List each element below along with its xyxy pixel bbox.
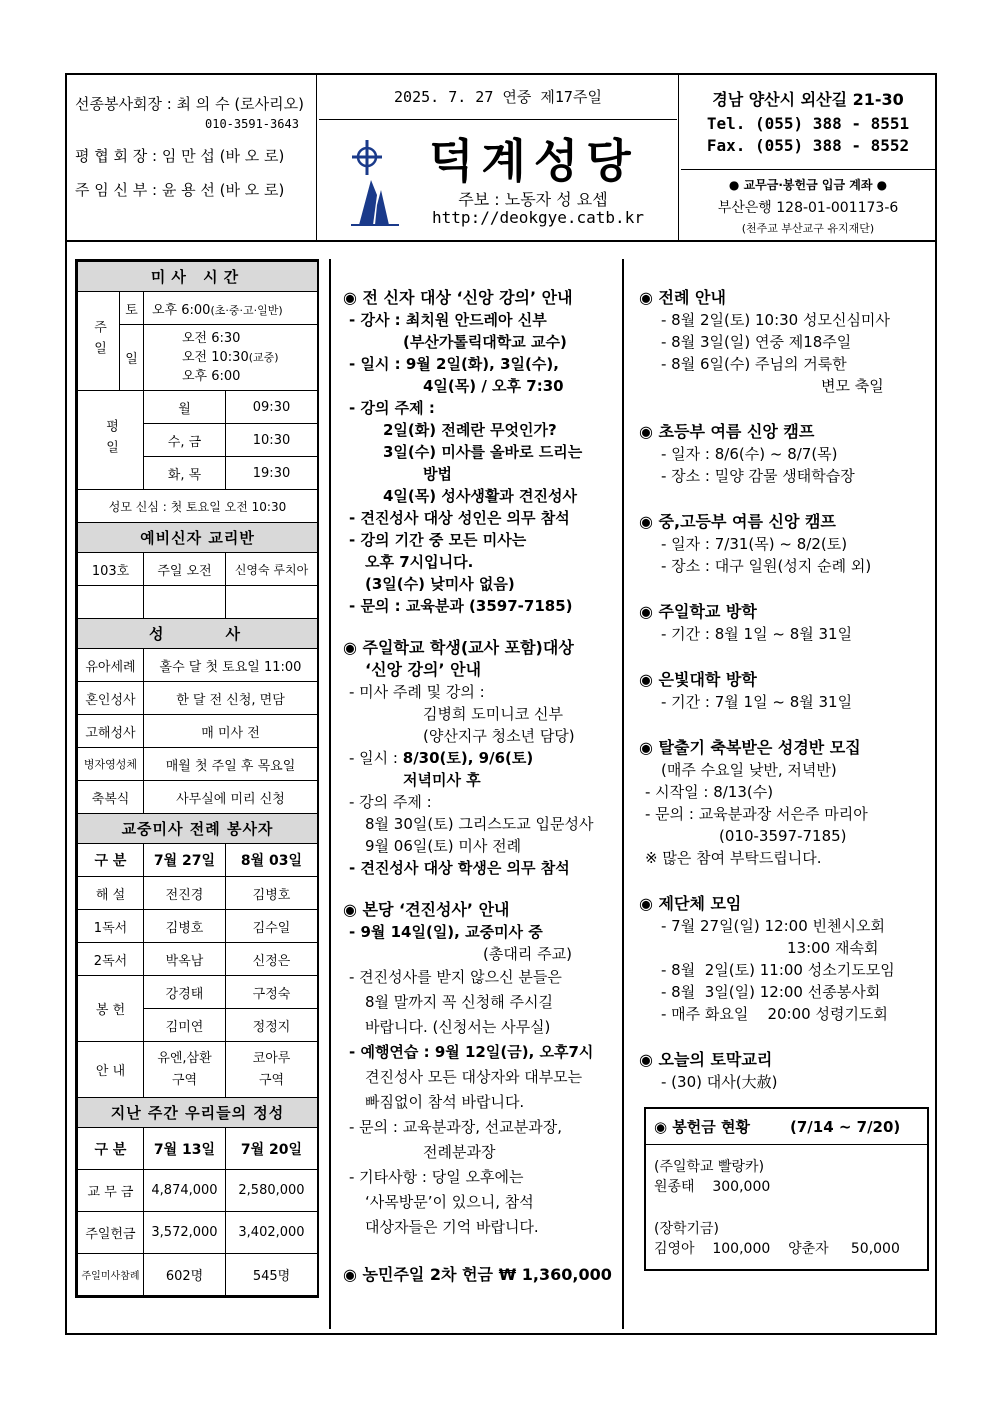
notice-line: - 장소 : 밀양 감물 생태학습장	[661, 467, 855, 485]
notice-line: - 문의 : 교육분과장 서은주 마리아	[645, 805, 868, 823]
server-role: 해 설	[78, 877, 144, 910]
catechumen-teacher: 신영숙 루치아	[226, 553, 318, 586]
notice-line: 13:00 재속회	[787, 939, 879, 957]
notice-line: (총대리 주교)	[483, 945, 572, 963]
schedule-table	[77, 261, 318, 1296]
sacrament-name: 병자영성체	[78, 748, 144, 781]
notice-line: 9월 06일(토) 미사 전례	[365, 837, 522, 855]
notice-line: - 7월 27일(일) 12:00 빈첸시오회	[661, 917, 885, 935]
usher-area: 유엔,삼환	[157, 1050, 212, 1066]
weekday-time: 19:30	[226, 457, 318, 490]
server-role: 안 내	[78, 1042, 144, 1098]
notice-line: - 문의 : 교육분과 (3597-7185)	[349, 597, 573, 615]
usher-cell-1	[144, 1042, 226, 1098]
sunday-time-2-row	[182, 348, 317, 367]
priest-name: 윤 용 선 (바 오 로)	[161, 181, 285, 199]
server-name: 김병호	[226, 877, 318, 910]
website-link[interactable]: http://deokgye.catb.kr	[432, 208, 644, 227]
catechumen-room: 103호	[78, 553, 144, 586]
notices-column-right	[624, 259, 929, 1329]
account-title: ● 교무금·봉헌금 입금 계좌 ●	[728, 178, 888, 192]
church-address: 경남 양산시 외산길 21-30	[712, 90, 904, 109]
notice-line: - 기간 : 7월 1일 ~ 8월 31일	[661, 693, 853, 711]
notice-line: 대상자들은 기억 바랍니다.	[365, 1218, 539, 1236]
saturday-note: (초·중·고·일반)	[210, 303, 283, 317]
notice-line: - 매주 화요일 20:00 성령기도회	[661, 1005, 888, 1023]
weekday-day: 화, 목	[144, 457, 226, 490]
notice-line: 8월 30일(토) 그리스도교 입문성사	[365, 815, 594, 833]
notice-line: - 강의 주제 :	[349, 793, 432, 811]
weekday-day: 수, 금	[144, 424, 226, 457]
offering-header	[646, 1109, 927, 1145]
fax: Fax. (055) 388 - 8552	[706, 136, 910, 155]
silver-college-vacation-notice	[639, 669, 929, 713]
sunday-school-vacation-notice	[639, 601, 929, 645]
notice-line: - 8월 2일(토) 10:30 성모신심미사	[661, 311, 890, 329]
notice-line: 2일(화) 전례란 무엇인가?	[383, 421, 557, 439]
header-contact	[681, 75, 935, 240]
donation-category: 교 무 금	[78, 1170, 144, 1212]
bulletin-frame	[65, 73, 937, 1335]
sacrament-desc: 매월 첫 주일 후 목요일	[144, 748, 318, 781]
notice-line: (매주 수요일 낮반, 저녁반)	[661, 761, 837, 779]
notice-line-label: - 일시 :	[349, 749, 403, 767]
notice-line: - 기간 : 8월 1일 ~ 8월 31일	[661, 625, 853, 643]
notice-line-value: 8/30(토), 9/6(토)	[402, 749, 534, 767]
notice-line: - 일자 : 7/31(목) ~ 8/2(토)	[661, 535, 848, 553]
usher-area-suffix: 구역	[171, 1072, 198, 1088]
sacrament-name: 축복식	[78, 781, 144, 814]
weekday-time: 09:30	[226, 391, 318, 424]
council-row	[75, 145, 316, 167]
servers-date-2: 8월 03일	[226, 844, 318, 877]
notice-line: - 강의 주제 :	[349, 399, 435, 417]
server-role: 1독서	[78, 910, 144, 943]
sunday-note: (교중)	[248, 351, 279, 364]
notice-line: - 일시 : 9월 2일(화), 3일(수),	[349, 355, 559, 373]
notice-line: 바랍니다. (신청서는 사무실)	[365, 1018, 551, 1036]
servers-col-label: 구 분	[78, 844, 144, 877]
sunday-time-3: 오후 6:00	[182, 369, 241, 384]
notice-line: - 8월 6일(수) 주님의 거룩한	[661, 355, 847, 373]
sacrament-desc: 홀수 달 첫 토요일 11:00	[144, 649, 318, 682]
notice-title: ◉ 탈출기 축복받은 성경반 모집	[639, 738, 861, 757]
header-title-block	[319, 75, 679, 240]
weekday-day: 월	[144, 391, 226, 424]
donation-value: 3,402,000	[226, 1212, 318, 1254]
catechism-notice	[639, 1049, 929, 1093]
notice-line	[343, 747, 622, 769]
server-name: 김미연	[144, 1009, 226, 1042]
server-name: 김병호	[144, 910, 226, 943]
sunday-time-1: 오전 6:30	[182, 331, 241, 346]
sacraments-heading: 성 사	[78, 619, 318, 649]
president-phone: 010-3591-3643	[205, 117, 299, 131]
empty-cell	[226, 586, 318, 619]
weekday-label: 평일	[78, 391, 144, 490]
sacrament-desc: 사무실에 미리 신청	[144, 781, 318, 814]
notice-line: (부산가톨릭대학교 교수)	[403, 333, 567, 351]
sacrament-desc: 매 미사 전	[144, 715, 318, 748]
notice-line: 8월 말까지 꼭 신청해 주시길	[365, 993, 554, 1011]
weekday-time: 10:30	[226, 424, 318, 457]
notice-line: 3일(수) 미사를 올바로 드리는	[383, 443, 583, 461]
notice-title: ◉ 주일학교 학생(교사 포함)대상	[343, 638, 574, 657]
mass-times-heading: 미사 시간	[78, 262, 318, 292]
offering-status-box	[644, 1107, 929, 1271]
notice-line: - 9월 14일(일), 교중미사 중	[349, 923, 543, 941]
notice-line: - 강사 : 최치원 안드레아 신부	[349, 311, 547, 329]
offering-body	[646, 1145, 927, 1269]
server-name: 정정지	[226, 1009, 318, 1042]
notices-column-center	[329, 259, 624, 1329]
notice-line: 오후 7시입니다.	[365, 553, 474, 571]
offering-category: (장학기금)	[654, 1221, 720, 1237]
notice-line: 빠짐없이 참석 바랍니다.	[365, 1093, 525, 1111]
catechumen-heading: 예비신자 교리반	[78, 523, 318, 553]
donation-value: 3,572,000	[144, 1212, 226, 1254]
notice-title: ◉ 본당 ‘견진성사’ 안내	[343, 900, 510, 919]
first-saturday-mass: 성모 신심 : 첫 토요일 오전 10:30	[78, 490, 318, 523]
notice-line: 4일(목) 성사생활과 견진성사	[383, 487, 577, 505]
notice-line: 4일(목) / 오후 7:30	[423, 377, 564, 395]
notice-line: ‘사목방문’이 있으니, 참석	[365, 1193, 534, 1211]
notice-line: - 강의 기간 중 모든 미사는	[349, 531, 527, 549]
account-owner: (천주교 부산교구 유지재단)	[741, 222, 875, 235]
bible-class-notice	[639, 737, 929, 869]
telephone: Tel. (055) 388 - 8551	[706, 114, 910, 133]
president-label: 선종봉사회장 :	[75, 95, 172, 113]
notice-line: 전례분과장	[423, 1143, 496, 1161]
notice-line: - 8월 3일(일) 연중 제18주일	[661, 333, 852, 351]
liturgy-notice	[639, 287, 929, 397]
server-name: 박옥남	[144, 943, 226, 976]
notice-line: (양산지구 청소년 담당)	[423, 727, 575, 745]
donation-value: 602명	[144, 1254, 226, 1296]
notice-title: ◉ 농민주일 2차 헌금 ₩ 1,360,000	[343, 1265, 612, 1284]
server-name: 전진경	[144, 877, 226, 910]
council-label: 평 협 회 장 :	[75, 147, 158, 165]
server-name: 구정숙	[226, 976, 318, 1009]
president-name: 최 의 수 (로사리오)	[176, 95, 304, 113]
faith-lecture-notice	[343, 287, 622, 617]
sunday-times-cell	[144, 325, 318, 391]
notice-line: (010-3597-7185)	[719, 827, 847, 845]
notice-line: - 미사 주례 및 강의 :	[349, 683, 485, 701]
empty-cell	[144, 586, 226, 619]
notice-line: - 기타사항 : 당일 오후에는	[349, 1168, 524, 1186]
empty-cell	[78, 586, 144, 619]
server-name: 강경태	[144, 976, 226, 1009]
sacrament-desc: 한 달 전 신청, 면담	[144, 682, 318, 715]
notice-line: - 8월 2일(토) 11:00 성소기도모임	[661, 961, 895, 979]
priest-label: 주 임 신 부 :	[75, 181, 158, 199]
usher-area-suffix: 구역	[258, 1072, 285, 1088]
notice-line: 저녁미사 후	[403, 771, 481, 789]
council-name: 임 만 섭 (바 오 로)	[161, 147, 285, 165]
president-row	[75, 93, 316, 115]
notice-line: - 견진성사 대상 학생은 의무 참석	[349, 859, 570, 877]
offering-category: (주일학교 빨랑카)	[654, 1159, 765, 1175]
bank-account-block	[681, 169, 935, 240]
donations-heading: 지난 주간 우리들의 정성	[78, 1098, 318, 1128]
servers-date-1: 7월 27일	[144, 844, 226, 877]
offering-title: ◉ 봉헌금 현황	[654, 1118, 750, 1136]
sidebar	[75, 259, 319, 1298]
account-number: 부산은행 128-01-001173-6	[717, 200, 899, 216]
notice-line: - 문의 : 교육분과장, 선교분과장,	[349, 1118, 562, 1136]
notice-line: 김병희 도미니코 신부	[423, 705, 563, 723]
server-role: 봉 헌	[78, 976, 144, 1042]
notice-line: 변모 축일	[821, 377, 884, 395]
notice-line: - (30) 대사(大赦)	[661, 1073, 778, 1091]
offering-period: (7/14 ~ 7/20)	[789, 1118, 901, 1136]
sacrament-name: 유아세례	[78, 649, 144, 682]
server-role: 2독서	[78, 943, 144, 976]
notice-line: - 예행연습 : 9월 12일(금), 오후7시	[349, 1043, 594, 1061]
notice-line: 견진성사 모든 대상자와 대부모는	[365, 1068, 583, 1086]
notice-line: ※ 많은 참여 부탁드립니다.	[645, 849, 822, 867]
server-name: 신정은	[226, 943, 318, 976]
confirmation-notice	[343, 899, 622, 1240]
sunday-label: 주일	[78, 292, 120, 391]
header-officers	[67, 75, 317, 240]
elementary-camp-notice	[639, 421, 929, 487]
usher-area: 코아루	[252, 1050, 291, 1066]
donation-category: 주일헌금	[78, 1212, 144, 1254]
youth-camp-notice	[639, 511, 929, 577]
donations-date-2: 7월 20일	[226, 1128, 318, 1170]
notice-title: ‘신앙 강의’ 안내	[365, 660, 482, 679]
server-name: 김수일	[226, 910, 318, 943]
church-name: 덕계성당	[429, 134, 639, 188]
notice-line: - 장소 : 대구 일원(성지 순례 외)	[661, 557, 872, 575]
notice-title: ◉ 은빛대학 방학	[639, 670, 757, 689]
patron-saint: 주보 : 노동자 성 요셉	[458, 190, 608, 209]
notice-title: ◉ 주일학교 방학	[639, 602, 757, 621]
catechumen-time: 주일 오전	[144, 553, 226, 586]
notice-title: ◉ 오늘의 토막교리	[639, 1050, 773, 1069]
priest-row	[75, 179, 316, 201]
donation-value: 4,874,000	[144, 1170, 226, 1212]
notice-line: (3일(수) 낮미사 없음)	[365, 575, 515, 593]
notice-title: ◉ 전 신자 대상 ‘신앙 강의’ 안내	[343, 288, 573, 307]
notice-line: 방법	[423, 465, 452, 483]
bulletin-date: 2025. 7. 27 연중 제17주일	[319, 75, 677, 120]
donations-date-1: 7월 13일	[144, 1128, 226, 1170]
group-meetings-notice	[639, 893, 929, 1025]
sacrament-name: 혼인성사	[78, 682, 144, 715]
student-lecture-notice	[343, 637, 622, 879]
offering-row: 김영아 100,000 양춘자 50,000	[654, 1241, 900, 1257]
notice-line: - 시작일 : 8/13(수)	[645, 783, 774, 801]
notice-line: - 8월 3일(일) 12:00 선종봉사회	[661, 983, 881, 1001]
saturday-time-cell	[144, 292, 318, 325]
usher-cell-2	[226, 1042, 318, 1098]
notice-line: - 견진성사를 받지 않으신 분들은	[349, 968, 562, 986]
notice-line: - 일자 : 8/6(수) ~ 8/7(목)	[661, 445, 838, 463]
saturday-label: 토	[120, 292, 144, 325]
notice-title: ◉ 중,고등부 여름 신앙 캠프	[639, 512, 836, 531]
notice-title: ◉ 전례 안내	[639, 288, 726, 307]
notice-line: - 견진성사 대상 성인은 의무 참석	[349, 509, 570, 527]
notice-title: ◉ 초등부 여름 신앙 캠프	[639, 422, 815, 441]
sacrament-name: 고해성사	[78, 715, 144, 748]
offering-row: 원종태 300,000	[654, 1179, 771, 1195]
notice-title: ◉ 제단체 모임	[639, 894, 742, 913]
donation-value: 545명	[226, 1254, 318, 1296]
header	[67, 75, 935, 242]
donation-category: 주일미사참례	[78, 1254, 144, 1296]
sunday-time-2: 오전 10:30	[182, 350, 249, 365]
sunday-day-label: 일	[120, 325, 144, 391]
saturday-time: 오후 6:00	[152, 302, 211, 318]
donation-value: 2,580,000	[226, 1170, 318, 1212]
farmers-offering-notice	[343, 1264, 622, 1286]
servers-heading: 교중미사 전례 봉사자	[78, 814, 318, 844]
donations-col-label: 구 분	[78, 1128, 144, 1170]
